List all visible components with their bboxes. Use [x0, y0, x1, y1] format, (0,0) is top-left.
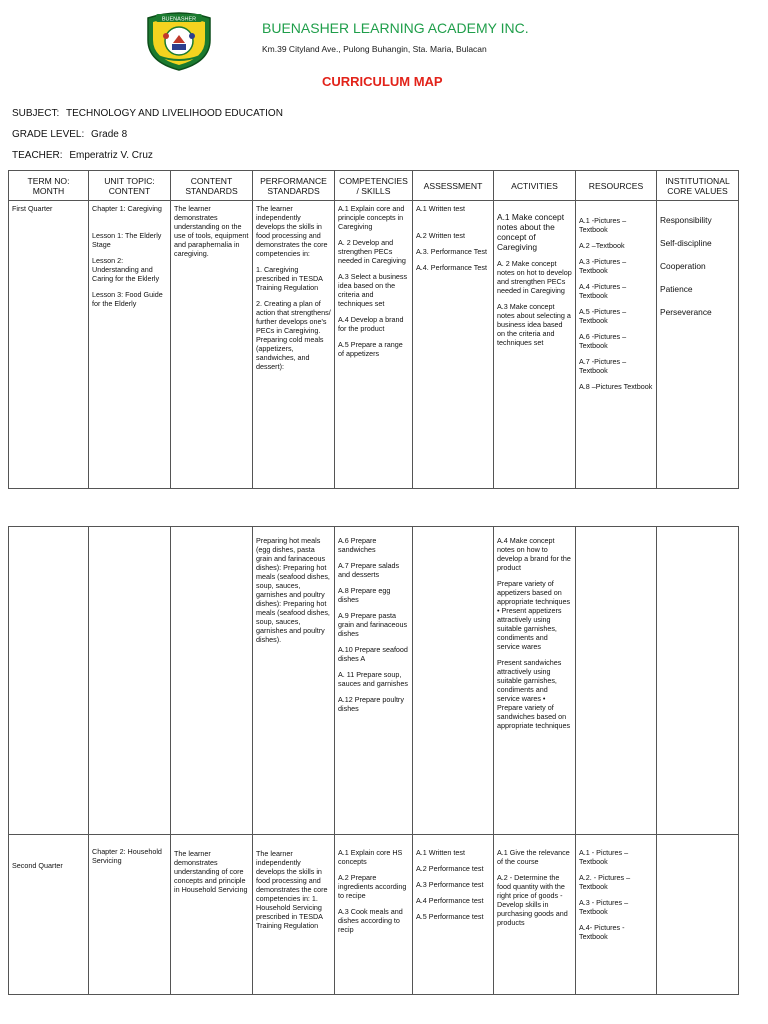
- competency-item: A.5 Prepare a range of appetizers: [338, 340, 403, 358]
- core-values-cell: [657, 835, 739, 995]
- activities-cell: [494, 527, 576, 835]
- competency-item: A. 2 Develop and strengthen PECs needed in Caregiving: [338, 238, 406, 265]
- resource-item: A.3 -Pictures – Textbook: [579, 257, 627, 275]
- performance-standards-cell: [253, 201, 335, 489]
- assessment-item: A.2 Written test: [416, 231, 465, 240]
- resource-item: A.2 –Textbook: [579, 241, 625, 250]
- teacher-line: [12, 150, 153, 161]
- logo-text: BUENASHER: [161, 16, 197, 23]
- competency-item: A.8 Prepare egg dishes: [338, 586, 391, 604]
- competency-item: A.2 Prepare ingredients according to recipe: [338, 873, 407, 900]
- resource-item: A.4 -Pictures – Textbook: [579, 282, 627, 300]
- curriculum-table-continued: [8, 526, 739, 995]
- assessment-item: A.4 Performance test: [416, 896, 484, 905]
- resource-item: A.4- Pictures - Textbook: [579, 923, 625, 941]
- topic-item: Lesson 3: Food Guide for the Elderly: [92, 290, 163, 308]
- core-value: Self-discipline: [660, 238, 712, 248]
- content-standards-cell: [171, 527, 253, 835]
- competency-item: A.7 Prepare salads and desserts: [338, 561, 400, 579]
- term-cell: Second Quarter: [9, 835, 89, 995]
- resource-item: A.1 - Pictures – Textbook: [579, 848, 629, 866]
- assessment-item: A.3 Performance test: [416, 880, 484, 889]
- competencies-cell: [335, 527, 413, 835]
- topic-cell: [89, 201, 171, 489]
- grade-value: Grade 8: [91, 129, 128, 140]
- grade-line: [12, 129, 127, 140]
- activity-item: A.4 Make concept notes on how to develop a brand for the product: [497, 536, 571, 572]
- competency-item: A. 11 Prepare soup, sauces and garnishes: [338, 670, 408, 688]
- school-name: BUENASHER LEARNING ACADEMY INC.: [262, 20, 529, 36]
- topic-item: Chapter 1: Caregiving: [92, 204, 162, 213]
- subject-line: [12, 108, 283, 119]
- competencies-cell: [335, 835, 413, 995]
- assessment-item: A.2 Performance test: [416, 864, 484, 873]
- resource-item: A.7 -Pictures – Textbook: [579, 357, 627, 375]
- activity-item: A. 2 Make concept notes on hot to develop and strengthen PECs needed in Caregiving: [497, 259, 572, 295]
- topic-cell: Chapter 2: Household Servicing: [89, 835, 171, 995]
- resources-cell: [576, 527, 657, 835]
- resource-item: A.3 - Pictures – Textbook: [579, 898, 629, 916]
- resource-item: A.2. - Pictures – Textbook: [579, 873, 631, 891]
- assessment-item: A.3. Performance Test: [416, 247, 487, 256]
- assessment-cell: [413, 527, 494, 835]
- table-row: [9, 201, 739, 489]
- content-standards-cell: The learner demonstrates understanding of core concepts and principle in Household Servicing: [171, 835, 253, 995]
- activity-item: A.3 Make concept notes about selecting a business idea based on the criteria and techniques set: [497, 302, 571, 347]
- performance-standards-cell: [253, 527, 335, 835]
- activity-item: A.2 - Determine the food quantity with the right price of goods - Develop skills in purchasing goods and products: [497, 873, 568, 927]
- col-header-term: TERM NO: MONTH: [9, 171, 89, 201]
- grade-label: GRADE LEVEL:: [12, 129, 85, 140]
- competency-item: A.10 Prepare seafood dishes A: [338, 645, 408, 663]
- subject-label: SUBJECT:: [12, 108, 60, 119]
- topic-cell: [89, 527, 171, 835]
- core-value: Responsibility: [660, 215, 712, 225]
- table-row: [9, 835, 739, 995]
- competencies-cell: [335, 201, 413, 489]
- competency-item: A.4 Develop a brand for the product: [338, 315, 404, 333]
- term-cell: First Quarter: [9, 201, 89, 489]
- core-values-cell: [657, 527, 739, 835]
- activity-item: Prepare variety of appetizers based on appropriate techniques • Present appetizers attractively using suitable garnishes, condiments and service wares: [497, 579, 571, 651]
- topic-item: Lesson 1: The Elderly Stage: [92, 231, 162, 249]
- activities-cell: [494, 835, 576, 995]
- term-cell: [9, 527, 89, 835]
- performance-item: The learner independently develops the skills in food processing and demonstrates the core competencies in:: [256, 204, 328, 258]
- resource-item: A.5 -Pictures – Textbook: [579, 307, 627, 325]
- school-address: Km.39 Cityland Ave., Pulong Buhangin, Sta. Maria, Bulacan: [262, 44, 487, 54]
- col-header-assessment: ASSESSMENT: [413, 171, 494, 201]
- curriculum-table-first-quarter: [8, 170, 739, 489]
- performance-item: Preparing hot meals (egg dishes, pasta grain and farinaceous dishes): Preparing hot meals (seafood dishes, soup, sauces, garnishes and poultry dishes): Preparing hot meals (seafood dishes, soup, sauces, garnishes and poultry dishes).: [256, 536, 330, 644]
- competency-item: A.3 Cook meals and dishes according to recip: [338, 907, 403, 934]
- col-header-content-standards: CONTENT STANDARDS: [171, 171, 253, 201]
- competency-item: A.6 Prepare sandwiches: [338, 536, 377, 554]
- resource-item: A.1 -Pictures – Textbook: [579, 216, 627, 234]
- content-standard-item: The learner demonstrates understanding on the use of tools, equipment and paraphernalia in caregiving.: [174, 204, 249, 258]
- performance-standards-cell: The learner independently develops the skills in food processing and demonstrates the core competencies in: 1. Household Servicing prescribed in TESDA Training Regulation: [253, 835, 335, 995]
- assessment-cell: [413, 201, 494, 489]
- competency-item: A.12 Prepare poultry dishes: [338, 695, 404, 713]
- assessment-item: A.4. Performance Test: [416, 263, 487, 272]
- header-row: [9, 171, 739, 201]
- activity-item: Present sandwiches attractively using suitable garnishes, condiments and service wares • Prepare variety of sandwiches based on appropriate techniques: [497, 658, 571, 730]
- teacher-value: Emperatriz V. Cruz: [69, 150, 153, 161]
- resource-item: A.8 –Pictures Textbook: [579, 382, 653, 391]
- activity-item: A.1 Make concept notes about the concept of Caregiving: [497, 212, 565, 252]
- assessment-item: A.5 Performance test: [416, 912, 484, 921]
- activity-item: A.1 Give the relevance of the course: [497, 848, 570, 866]
- core-value: Perseverance: [660, 307, 712, 317]
- col-header-performance-standards: PERFORMANCE STANDARDS: [253, 171, 335, 201]
- col-header-activities: ACTIVITIES: [494, 171, 576, 201]
- document-title: CURRICULUM MAP: [322, 74, 443, 89]
- assessment-item: A.1 Written test: [416, 204, 465, 213]
- resource-item: A.6 -Pictures – Textbook: [579, 332, 627, 350]
- subject-value: TECHNOLOGY AND LIVELIHOOD EDUCATION: [66, 108, 283, 119]
- col-header-resources: RESOURCES: [576, 171, 657, 201]
- core-value: Cooperation: [660, 261, 706, 271]
- resources-cell: [576, 201, 657, 489]
- content-standards-cell: [171, 201, 253, 489]
- col-header-competencies: COMPETENCIES / SKILLS: [335, 171, 413, 201]
- competency-item: A.3 Select a business idea based on the criteria and techniques set: [338, 272, 408, 308]
- activities-cell: [494, 201, 576, 489]
- school-logo: [144, 10, 214, 72]
- competency-item: A.1 Explain core HS concepts: [338, 848, 403, 866]
- topic-item: Lesson 2: Understanding and Caring for the Eklerly: [92, 256, 160, 283]
- assessment-item: A.1 Written test: [416, 848, 465, 857]
- competency-item: A.9 Prepare pasta grain and farinaceous dishes: [338, 611, 408, 638]
- performance-item: 2. Creating a plan of action that strengthens/ further develops one's PECs in Caregiving. Preparing cold meals (appetizers, sandwiches, and dessert):: [256, 299, 331, 371]
- core-value: Patience: [660, 284, 693, 294]
- teacher-label: TEACHER:: [12, 150, 63, 161]
- resources-cell: [576, 835, 657, 995]
- col-header-core-values: INSTITUTIONAL CORE VALUES: [657, 171, 739, 201]
- assessment-cell: [413, 835, 494, 995]
- performance-item: 1. Caregiving prescribed in TESDA Training Regulation: [256, 265, 323, 292]
- col-header-topic: UNIT TOPIC: CONTENT: [89, 171, 171, 201]
- table-row: [9, 527, 739, 835]
- core-values-cell: [657, 201, 739, 489]
- competency-item: A.1 Explain core and principle concepts in Caregiving: [338, 204, 405, 231]
